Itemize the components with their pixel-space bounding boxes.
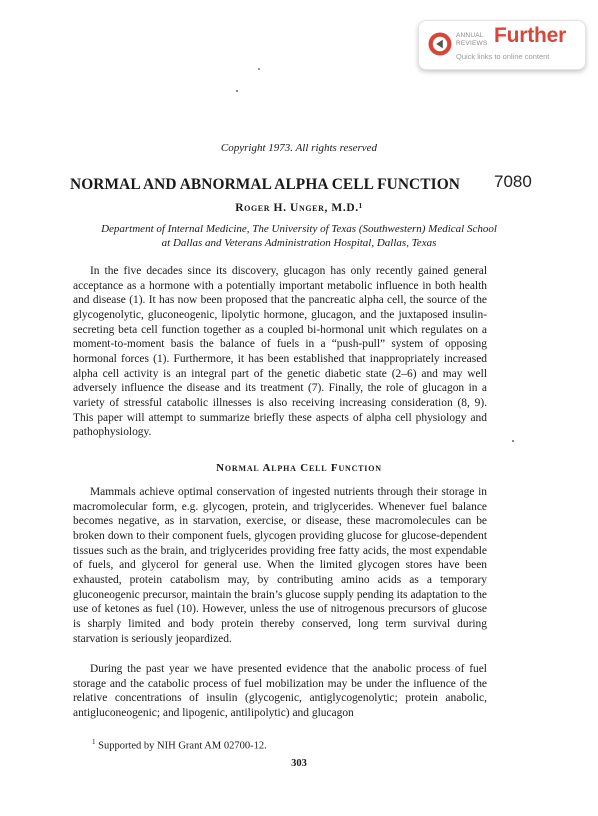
publisher-name: ANNUAL REVIEWS: [456, 32, 488, 47]
body-paragraph-3: During the past year we have presented evidence that the anabolic process of fuel storage and the catabolic process of fuel mobilization may be under the influence of the relative concentrations of insulin (glycogenic, antiglycogenolytic; protein anabolic, antigluconeogenic; and lipogenic, antilipolytic) and glucagon: [73, 663, 487, 719]
scan-speck: [236, 90, 238, 92]
author-affiliation: [68, 222, 530, 250]
body-paragraph-1: In the five decades since its discovery, glucagon has only recently gained general acceptance as a hormone with a potentially important metabolic influence in both health and disease (1). It has now been proposed that the pancreatic alpha cell, the source of the glycogenolytic, gluconeogenic, lipolytic hormone, glucagon, and the juxtaposed insulin-secreting beta cell function together as a coupled bi-hormonal unit which regulates on a moment-to-moment basis the balance of fuels in a “push-pull” system of opposing hormonal forces (1). Furthermore, it has been established that inappropriately increased alpha cell activity is an integral part of the genetic diabetic state (2–6) and may well adversely influence the disease and its treatment (7). Finally, the role of glucagon in a variety of stressful catabolic illnesses is also receiving increasing consideration (8, 9). This paper will attempt to summarize briefly these aspects of alpha cell physiology and pathophysiology.: [73, 265, 487, 439]
footnote-marker: 1: [92, 738, 96, 746]
further-banner-link[interactable]: [418, 20, 586, 70]
scan-speck: [258, 68, 260, 70]
affiliation-line: Department of Internal Medicine, The University of Texas (Southwestern) Medical School: [101, 223, 497, 235]
banner-tagline: Quick links to online content: [456, 52, 550, 61]
copyright-notice: Copyright 1973. All rights reserved: [220, 142, 378, 154]
scan-speck: [512, 440, 514, 442]
article-number: 7080: [494, 172, 532, 191]
author-byline: Roger H. Unger, M.D.¹: [235, 202, 363, 214]
affiliation-line: at Dallas and Veterans Administration Hospital, Dallas, Texas: [161, 237, 437, 249]
footnote-text: Supported by NIH Grant AM 02700-12.: [98, 740, 267, 752]
section-heading: Normal Alpha Cell Function: [216, 462, 382, 474]
page-number: 303: [291, 758, 307, 769]
title-row: [70, 172, 570, 194]
annual-reviews-logo-icon: [428, 32, 452, 56]
body-paragraph-2: Mammals achieve optimal conservation of ingested nutrients through their storage in macromolecular form, e.g. glycogen, protein, and triglycerides. Whenever fuel balance becomes negative, as in starvation, exercise, or disease, these macromolecules can be broken down to their component fuels, glycogen providing glucose for glucose-dependent tissues such as the brain, and triglycerides providing free fatty acids, the most expendable of fuels, and glycerol for general use. When the limited glycogen stores have been exhausted, protein catabolism may, by contributing amino acids as a temporary gluconeogenic precursor, maintain the brain’s glucose supply pending its adaptation to the use of ketones as fuel (10). However, unless the use of nitrogenous precursors of glucose is sharply limited and body protein thereby conserved, long term survival during starvation is seriously jeopardized.: [73, 486, 487, 645]
article-title: NORMAL AND ABNORMAL ALPHA CELL FUNCTION: [70, 176, 460, 193]
footnote: [92, 738, 267, 752]
further-brand: Further: [494, 24, 567, 47]
